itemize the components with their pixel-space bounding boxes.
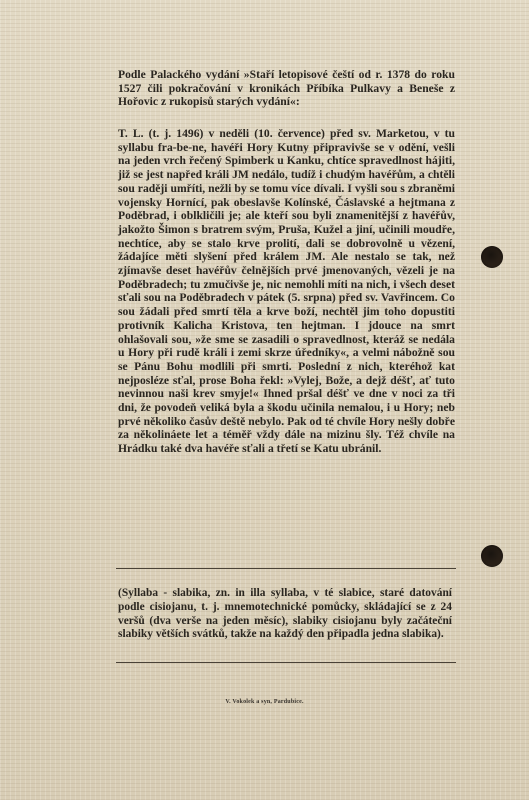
punch-hole [481, 545, 503, 567]
divider-line [116, 662, 456, 663]
note-text: (Syllaba - slabika, zn. in illa syllaba, v té slabice, staré datování podle cisiojanu, t. j. mnemotechnické pomůcky, skládající se z 24 veršů (dva verše na jeden měsíc), slabiky cisiojanu byly začáteční slabiky větších svátků, takže na každý den připadla jedna slabika). [118, 587, 452, 641]
chronicle-excerpt [118, 127, 455, 456]
explanatory-note [118, 576, 452, 653]
divider-line [116, 568, 456, 569]
intro-paragraph [118, 68, 455, 109]
chronicle-text: T. L. (t. j. 1496) v neděli (10. července) před sv. Marketou, v tu syllabu fra-be-ne, havéři Hory Kutny připravivše se v odění, vešli na jeden vrch řečený Spimberk u Kanku, chtíce spravedlnost hájiti, již se jest napřed králi JM nedálo, tudíž i chudým havéřům, a chtěli sou raději umříti, nežli by se tomu více dívali. I vyšli sou s zbraněmi vojensky Hornící, pak obeslavše Kolínské, Čáslavské a hejtmana z Poděbrad, i oblkličili je; ale kteří sou byli znamenitější z havéřův, jakožto Šimon s bratrem svým, Pruša, Kužel a jiní, učinili moudře, nechtíce, aby se stalo krve prolití, dali se dobrovolně u vězení, žádajíce měti slyšení před králem JM. Ale nestalo se tak, než zjímavše deset havéřův čelnějších prvé jmenovaných, vězeli je na Poděbradech; tu zmučivše je, nic nemohli míti na nich, i všech deset sťali sou na Poděbradech v pátek (5. srpna) před sv. Vavřincem. Co sou žádali před smrtí těla a krve boží, nechtěl jim toho dopustiti protivník Kalicha Kristova, ten hejtman. I jdouce na smrt ohlašovali sou, »že sme se zasadili o spravedlnost, kteráž se nedála u Hory při rudě králi i zemi skrze úředníky«, a velmi nábožně sou se Pánu Bohu modlili při smrti. Poslední z nich, kteréhož kat nejposléze sťal, prose Boha řekl: »Vylej, Bože, a dejž déšť, ať tuto nevinnou naši krev smyje!« Ihned pršal déšť ve dne v noci za tři dni, že povodeň veliká byla a škodu učinila nemalou, i u Hory; neb prvé několiko časův deště nebylo. Pak od té chvíle Hory nešly dobře za několináete let a téměř vždy dále na mizinu šly. Též chvíle na Hrádku také dva havéře sťali a třetí se Katu ubránil. [118, 127, 455, 456]
printer-imprint: V. Vokolek a syn, Pardubice. [225, 699, 304, 705]
intro-text: Podle Palackého vydání »Staří letopisové čeští od r. 1378 do roku 1527 čili pokračování v kronikách Příbíka Pulkavy a Beneše z Hořovic z rukopisů starých vydání«: [118, 68, 455, 109]
punch-hole [481, 246, 503, 268]
